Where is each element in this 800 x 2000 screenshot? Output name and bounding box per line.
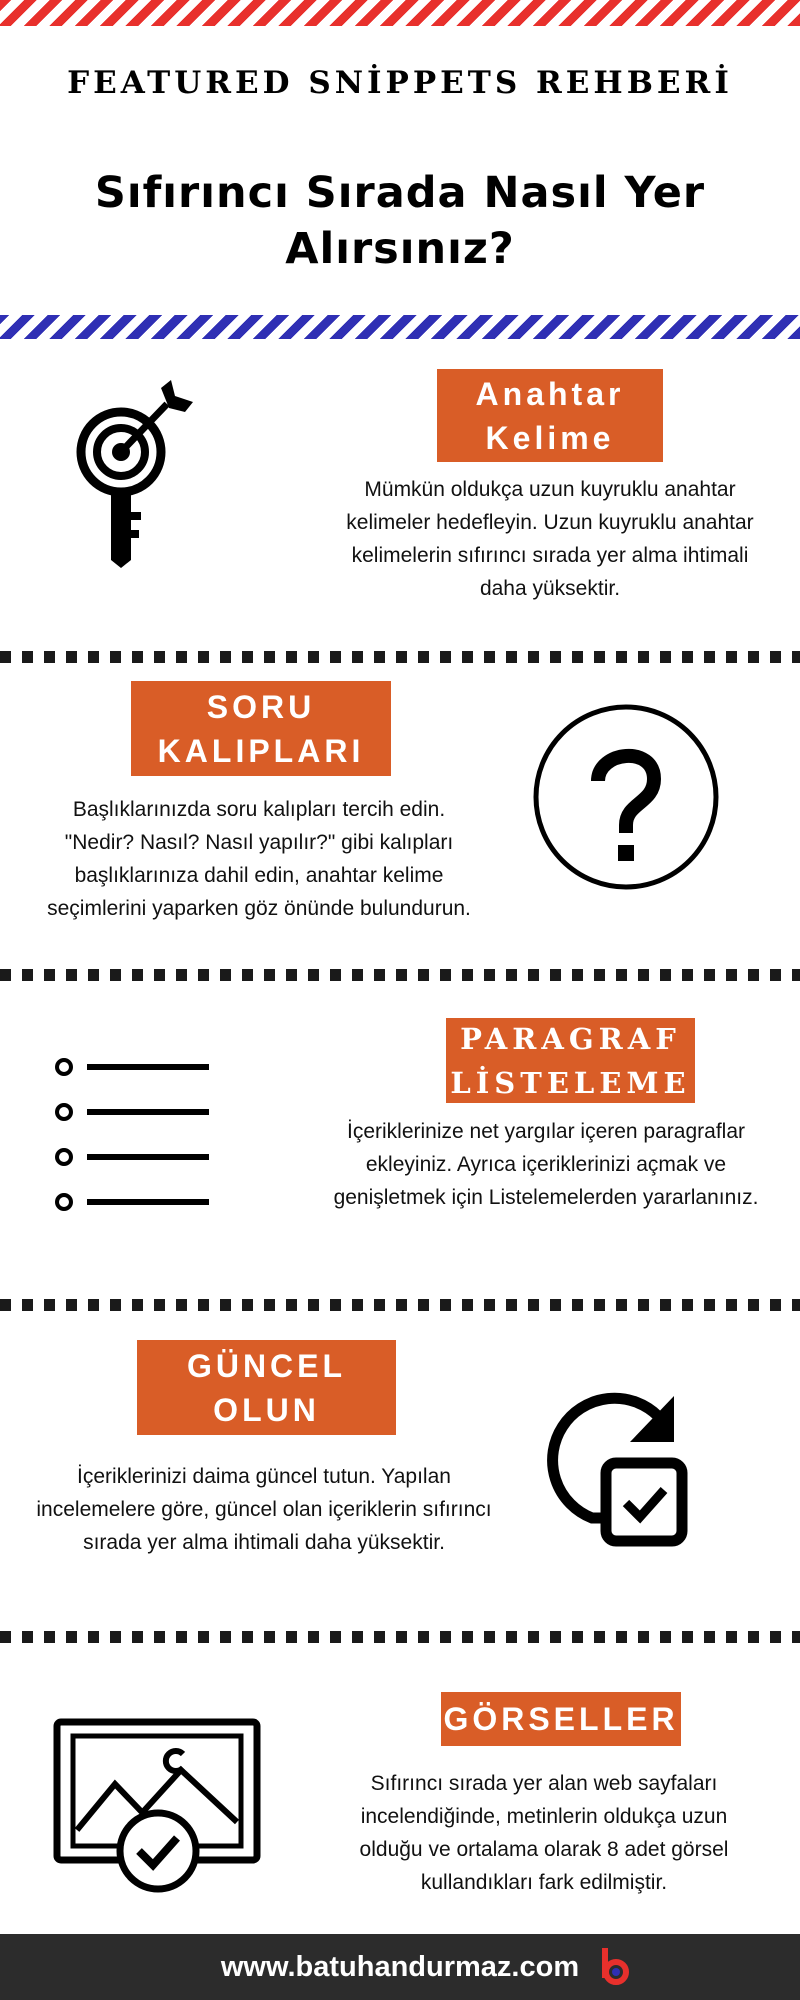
page-title: Sıfırıncı Sırada Nasıl Yer Alırsınız? <box>94 168 706 274</box>
refresh-check-icon <box>522 1376 702 1551</box>
section-divider <box>0 969 800 981</box>
page-kicker: FEATURED SNİPPETS REHBERİ <box>67 65 733 101</box>
question-circle-icon <box>532 703 720 891</box>
footer-website-link[interactable]: www.batuhandurmaz.com <box>220 1951 580 1983</box>
section-heading-paragraf-listeleme: PARAGRAF LİSTELEME <box>446 1018 695 1103</box>
bulleted-list-icon <box>54 1055 214 1215</box>
section-text-anahtar-kelime: Mümkün oldukça uzun kuyruklu anahtar kelimeler hedefleyin. Uzun kuyruklu anahtar kelimelerin sıfırıncı sırada yer alma ihtimali daha yüksektir. <box>346 478 754 600</box>
title-stripe <box>0 315 800 339</box>
section-divider <box>0 1631 800 1643</box>
target-key-icon <box>75 380 195 570</box>
image-check-icon <box>53 1718 263 1893</box>
section-text-soru-kaliplari: Başlıklarınızda soru kalıpları tercih edin. "Nedir? Nasıl? Nasıl yapılır?" gibi kalıpları başlıklarınıza dahil edin, anahtar kelime seçimlerini yaparken göz önünde bulundurun. <box>47 798 471 920</box>
section-heading-gorseller: GÖRSELLER <box>441 1692 681 1746</box>
section-text-gorseller: Sıfırıncı sırada yer alan web sayfaları incelendiğinde, metinlerin oldukça uzun olduğu ve ortalama olarak 8 adet görsel kullandıkları fark edilmiştir. <box>359 1772 729 1894</box>
section-heading-guncel-olun: GÜNCEL OLUN <box>137 1340 396 1435</box>
section-divider <box>0 651 800 663</box>
section-text-guncel-olun: İçeriklerinizi daima güncel tutun. Yapılan incelemelere göre, güncel olan içeriklerin sıfırıncı sırada yer alma ihtimali daha yüksektir. <box>36 1465 492 1554</box>
top-stripe <box>0 0 800 26</box>
section-heading-anahtar-kelime: Anahtar Kelime <box>437 369 663 462</box>
section-text-paragraf-listeleme: İçeriklerinize net yargılar içeren paragraflar ekleyiniz. Ayrıca içeriklerinizi açmak ve genişletmek için Listelemelerden yararlanınız. <box>333 1120 759 1209</box>
section-divider <box>0 1299 800 1311</box>
section-heading-soru-kaliplari: SORU KALIPLARI <box>131 681 391 776</box>
brand-logo-icon <box>598 1946 632 1988</box>
